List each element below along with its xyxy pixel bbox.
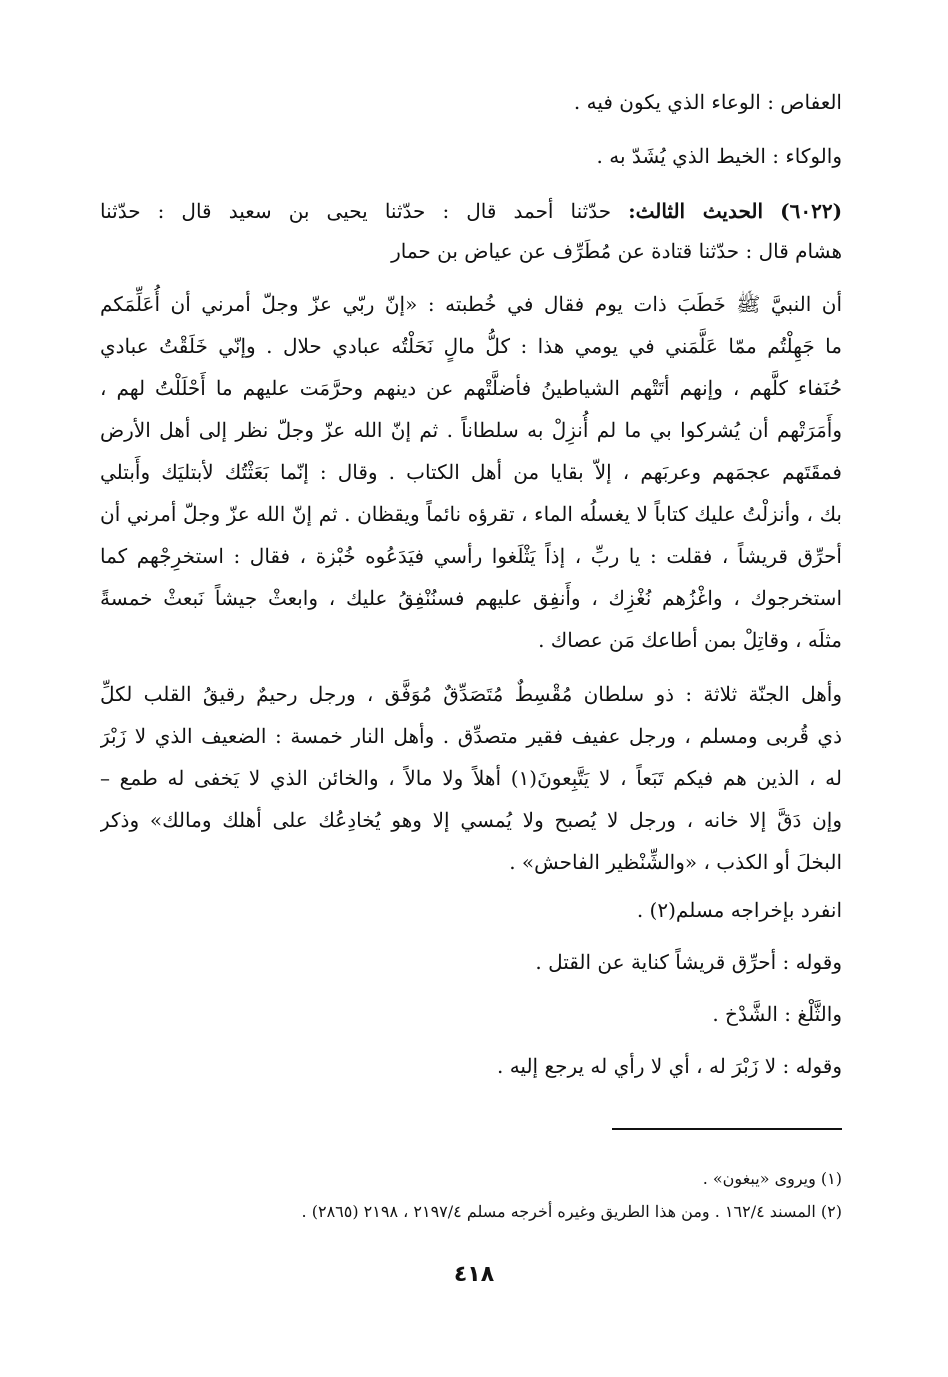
- hadith-text-line: فمقَتَهم عجمَهم وعربَهم ، إلاّ بقايا من أهل الكتاب . وقال : إنّما بَعَثْتُك لأبتليَك وأَبتلي: [100, 460, 842, 484]
- definition-line-1: العفاص : الوعاء الذي يكون فيه .: [573, 90, 842, 114]
- hadith-text-line: ما جَهِلْتُم ممّا عَلَّمَني في يومي هذا : كلُّ مالٍ نَحَلْتُه عبادي حلال . وإنّي خَلَقْتُ عبادي: [100, 334, 842, 358]
- paradise-text-line: وإن دَقَّ إلا خانه ، ورجل لا يُصبح ولا يُمسي إلا وهو يُخادِعُك على أهلك ومالك» وذكر: [100, 808, 842, 832]
- footnote-divider: [612, 1128, 842, 1130]
- hadith-text-line: مثلَه ، وقاتِلْ بمن أطاعك مَن عصاك .: [538, 628, 842, 652]
- footnote-2: (٢) المسند ١٦٢/٤ . ومن هذا الطريق وغيره أخرجه مسلم ٢١٩٧/٤ ، ٢١٩٨ (٢٨٦٥) .: [301, 1202, 842, 1221]
- note-line: وقوله : لا زَبْرَ له ، أي لا رأي له يرجع إليه .: [496, 1054, 842, 1078]
- paradise-text-line: وأهل الجنّة ثلاثة : ذو سلطان مُقْسِطٌ مُتَصَدِّقٌ مُوَفَّق ، ورجل رحيمٌ رقيقُ القلب لكلِّ: [100, 682, 842, 706]
- hadith-text-line: وأَمَرَتْهم أن يُشركوا بي ما لم أُنزِلْ به سلطاناً . ثم إنّ الله عزّ وجلّ نظر إلى أهل الأرض: [100, 418, 842, 442]
- note-line: وقوله : أحرِّق قريشاً كناية عن القتل .: [535, 950, 842, 974]
- hadith-text-line: بك ، وأنزلْتُ عليك كتاباً لا يغسلُه الماء ، تقرؤه نائماً ويقظان . ثم إنّ الله عزّ وجلّ أمرني أن: [100, 502, 842, 526]
- note-line: انفرد بإخراجه مسلم(٢) .: [636, 898, 842, 922]
- book-page: [100, 82, 842, 1282]
- footnote-1: (١) ويروى «يبغون» .: [702, 1169, 842, 1188]
- hadith-chain-line-1: حدّثنا أحمد قال : حدّثنا يحيى بن سعيد قال : حدّثنا: [100, 199, 612, 223]
- hadith-text-line: أحرِّق قريشاً ، فقلت : يا ربِّ ، إذاً يَثْلَغوا رأسي فيَدَعُوه خُبْزة ، فقال : استخرِجْهم كما: [100, 544, 842, 568]
- page-number: ٤١٨: [453, 1262, 495, 1287]
- paradise-text-line: له ، الذين هم فيكم تَبَعاً ، لا يَتَّبِعونَ(١) أهلاً ولا مالاً ، والخائن الذي لا يَخفى له طمع –: [100, 766, 842, 790]
- hadith-text-line: حُنَفاء كلَّهم ، وإنهم أتَتْهم الشياطينُ فأضلَّتْهم عن دينهم وحرَّمَت عليهم ما أَحْلَلْتُ لهم ،: [100, 376, 842, 400]
- paradise-text-line: البخلَ أو الكذب ، «والشِّنْظير الفاحش» .: [509, 850, 842, 874]
- hadith-heading: [100, 191, 842, 231]
- hadith-chain-line-2: هشام قال : حدّثنا قتادة عن مُطَرِّف عن عياض بن حمار: [391, 239, 842, 263]
- hadith-text-line: استخرجوك ، واغْزُهم نُغْزِك ، وأَنفِق عليهم فسنُنْفِقُ عليك ، وابعثْ جيشاً نَبعثْ خمسةً: [100, 586, 842, 610]
- definition-line-2: والوكاء : الخيط الذي يُشَدّ به .: [596, 144, 842, 168]
- hadith-number: (٦٠٢٢): [780, 199, 842, 223]
- hadith-title: الحديث الثالث:: [628, 199, 764, 223]
- hadith-text-line: أن النبيَّ ﷺ خَطَبَ ذات يوم فقال في خُطبته : «إنّ ربّي عزّ وجلّ أمرني أن أُعَلِّمَكم: [100, 292, 842, 316]
- note-line: والثَّلْغ : الشَّدْخ .: [712, 1002, 842, 1026]
- paradise-text-line: ذي قُربى ومسلم ، ورجل عفيف فقير متصدِّق . وأهل النار خمسة : الضعيف الذي لا زَبْرَ: [100, 724, 842, 748]
